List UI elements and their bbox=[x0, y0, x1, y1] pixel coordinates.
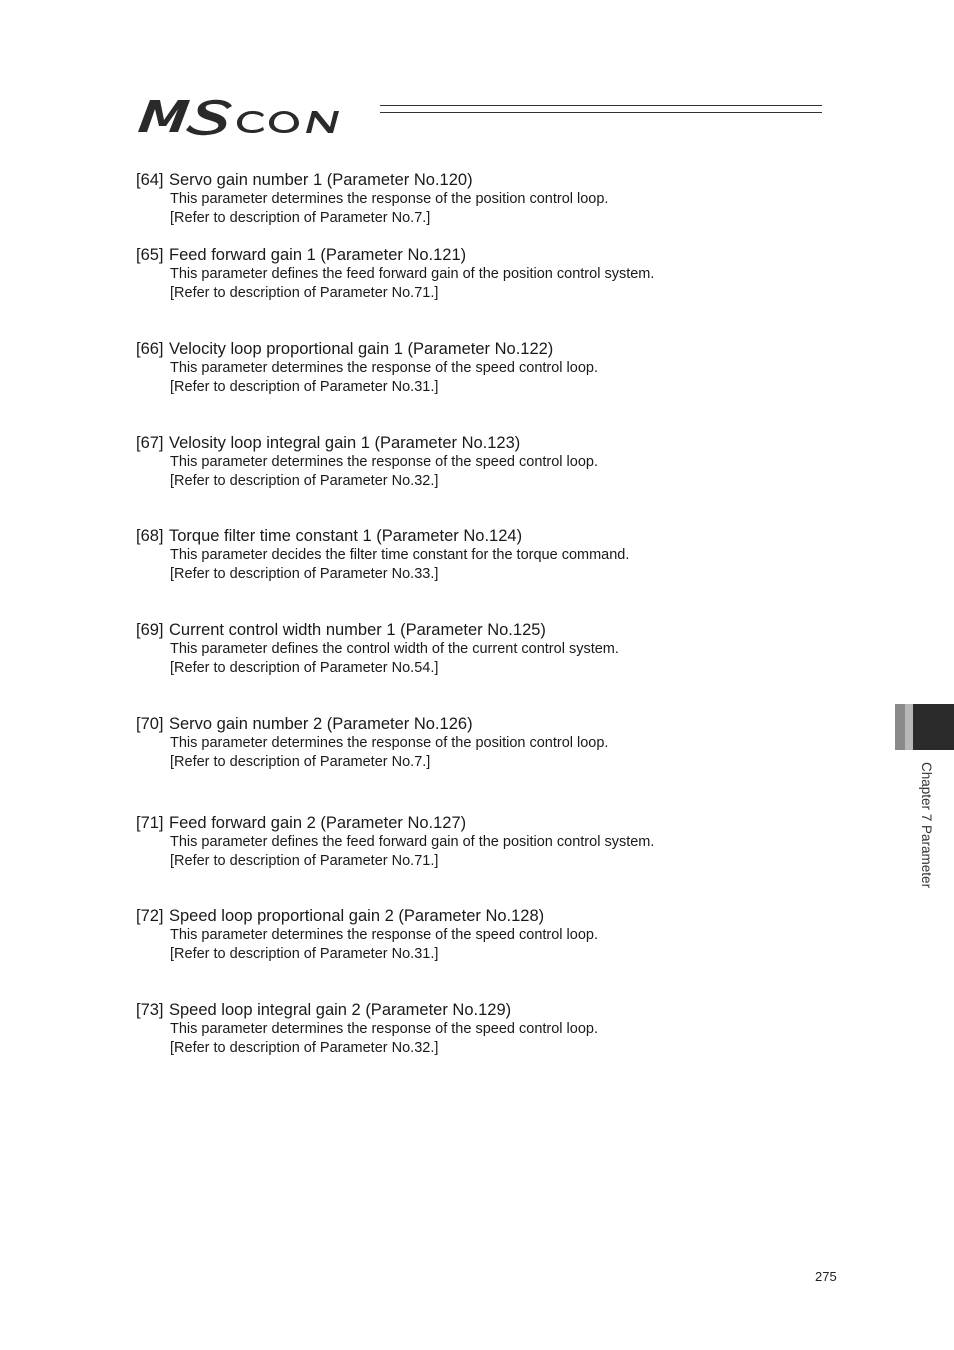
entry-description: This parameter determines the response of the speed control loop. bbox=[170, 927, 598, 943]
parameter-entry bbox=[136, 339, 816, 397]
entry-heading bbox=[136, 433, 816, 453]
entry-title: Feed forward gain 2 (Parameter No.127) bbox=[169, 814, 467, 832]
entry-title: Servo gain number 2 (Parameter No.126) bbox=[169, 715, 473, 733]
entry-title: Servo gain number 1 (Parameter No.120) bbox=[169, 171, 473, 189]
entry-description: This parameter defines the feed forward gain of the position control system. bbox=[170, 266, 655, 282]
entry-heading bbox=[136, 906, 816, 926]
entry-number: [67] bbox=[136, 434, 164, 452]
entry-number: [72] bbox=[136, 907, 164, 925]
entry-reference: [Refer to description of Parameter No.71.] bbox=[170, 853, 439, 869]
parameter-entry bbox=[136, 170, 816, 228]
entry-heading bbox=[136, 714, 816, 734]
chapter-label: Chapter 7 Parameter bbox=[919, 762, 934, 889]
entry-description: This parameter determines the response of the position control loop. bbox=[170, 191, 609, 207]
entry-description: This parameter determines the response of the position control loop. bbox=[170, 735, 609, 751]
mscon-logo bbox=[136, 92, 372, 142]
entry-reference: [Refer to description of Parameter No.7.] bbox=[170, 210, 431, 226]
entry-description: This parameter decides the filter time constant for the torque command. bbox=[170, 547, 630, 563]
entry-title: Current control width number 1 (Parameter No.125) bbox=[169, 621, 546, 639]
entry-number: [70] bbox=[136, 715, 164, 733]
entry-reference: [Refer to description of Parameter No.7.] bbox=[170, 754, 431, 770]
entry-heading bbox=[136, 1000, 816, 1020]
entry-title: Speed loop proportional gain 2 (Parameter No.128) bbox=[169, 907, 545, 925]
entry-reference: [Refer to description of Parameter No.32.] bbox=[170, 1040, 439, 1056]
chapter-tab-block bbox=[913, 704, 954, 750]
entry-reference: [Refer to description of Parameter No.71.] bbox=[170, 285, 439, 301]
entry-heading bbox=[136, 245, 816, 265]
entry-title: Velocity loop proportional gain 1 (Parameter No.122) bbox=[169, 340, 554, 358]
entry-reference: [Refer to description of Parameter No.54.] bbox=[170, 660, 439, 676]
entry-heading bbox=[136, 813, 816, 833]
header-rule bbox=[380, 105, 822, 106]
parameter-entry bbox=[136, 1000, 816, 1058]
entry-description: This parameter determines the response of the speed control loop. bbox=[170, 1021, 598, 1037]
entry-heading bbox=[136, 620, 816, 640]
entry-reference: [Refer to description of Parameter No.32.] bbox=[170, 473, 439, 489]
parameter-entry bbox=[136, 245, 816, 303]
entry-description: This parameter determines the response of the speed control loop. bbox=[170, 360, 598, 376]
chapter-tab bbox=[895, 704, 954, 750]
mscon-logo-mark bbox=[136, 92, 372, 142]
chapter-tab-stripe bbox=[895, 704, 905, 750]
entry-reference: [Refer to description of Parameter No.31.] bbox=[170, 946, 439, 962]
chapter-tab-stripe bbox=[905, 704, 913, 750]
entry-title: Speed loop integral gain 2 (Parameter No.129) bbox=[169, 1001, 512, 1019]
parameter-entry bbox=[136, 906, 816, 964]
parameter-entry bbox=[136, 526, 816, 584]
entry-title: Feed forward gain 1 (Parameter No.121) bbox=[169, 246, 467, 264]
entry-title: Torque filter time constant 1 (Parameter No.124) bbox=[169, 527, 523, 545]
entry-number: [73] bbox=[136, 1001, 164, 1019]
entry-description: This parameter determines the response of the speed control loop. bbox=[170, 454, 598, 470]
entry-number: [64] bbox=[136, 171, 164, 189]
parameter-entry bbox=[136, 620, 816, 678]
entry-number: [71] bbox=[136, 814, 164, 832]
parameter-entry bbox=[136, 714, 816, 772]
entry-heading bbox=[136, 339, 816, 359]
entry-number: [65] bbox=[136, 246, 164, 264]
entry-number: [69] bbox=[136, 621, 164, 639]
entry-heading bbox=[136, 170, 816, 190]
entry-reference: [Refer to description of Parameter No.33.] bbox=[170, 566, 439, 582]
header-rule bbox=[380, 112, 822, 113]
parameter-entry bbox=[136, 433, 816, 491]
entry-number: [68] bbox=[136, 527, 164, 545]
entry-title: Velosity loop integral gain 1 (Parameter No.123) bbox=[169, 434, 521, 452]
entry-description: This parameter defines the control width of the current control system. bbox=[170, 641, 619, 657]
entry-heading bbox=[136, 526, 816, 546]
entry-description: This parameter defines the feed forward gain of the position control system. bbox=[170, 834, 655, 850]
page-number: 275 bbox=[815, 1269, 837, 1284]
entry-number: [66] bbox=[136, 340, 164, 358]
entry-reference: [Refer to description of Parameter No.31.] bbox=[170, 379, 439, 395]
parameter-entry bbox=[136, 813, 816, 871]
